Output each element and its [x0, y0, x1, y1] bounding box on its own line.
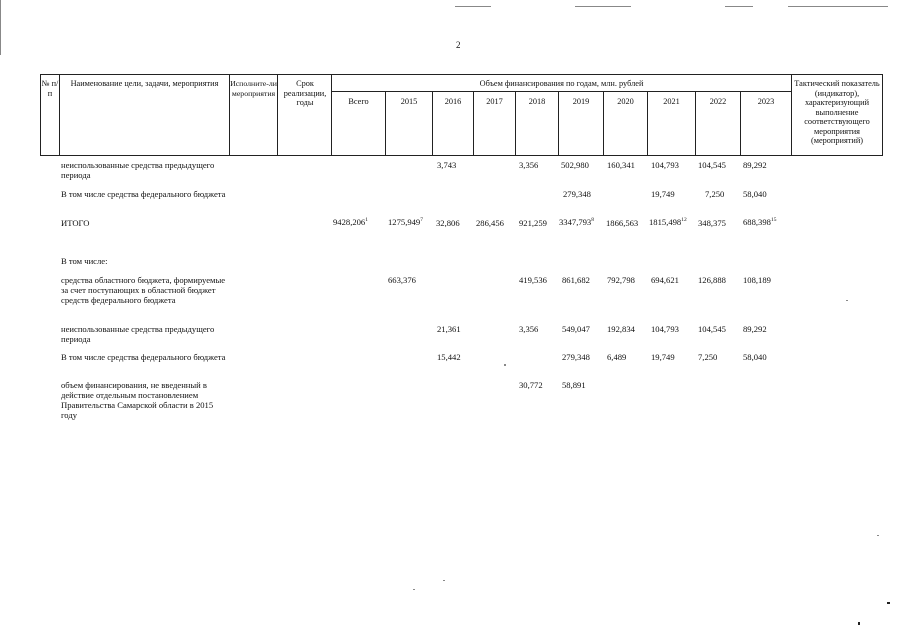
footnote-mark: 12 — [681, 217, 687, 223]
cell-2018: 30,772 — [519, 380, 543, 390]
row-label: В том числе средства федерального бюджета — [61, 189, 226, 199]
cell-2021: 104,793 — [651, 160, 679, 170]
cell-2021: 694,621 — [651, 275, 679, 285]
cell-2018: 921,259 — [519, 218, 547, 228]
cell-2022: 348,375 — [698, 218, 726, 228]
row-label: неиспользованные средства предыдущего периода — [61, 324, 215, 344]
cell-2022: 7,250 — [705, 189, 725, 199]
scan-speck — [846, 300, 848, 301]
scan-artifact — [455, 6, 491, 7]
cell-2020: 792,798 — [607, 275, 635, 285]
cell-total-value: 9428,206 — [333, 217, 366, 227]
header-year: 2020 — [617, 97, 634, 106]
cell-2016: 3,743 — [437, 160, 457, 170]
row-label: В том числе: — [61, 256, 108, 266]
cell-2021: 104,793 — [651, 324, 679, 334]
row-label: средства областного бюджета, формируемые за счет поступающих в областной бюджет средств федерального бюджета — [61, 275, 226, 305]
header-year: 2021 — [663, 97, 680, 106]
cell-2017: 286,456 — [476, 218, 504, 228]
footnote-mark: 7 — [420, 217, 423, 223]
cell-2019: 279,348 — [562, 352, 590, 362]
header-year: 2017 — [486, 97, 503, 106]
cell-2015: 663,376 — [388, 275, 416, 285]
header-no: № п/п — [41, 79, 59, 98]
scan-speck — [504, 364, 506, 366]
footnote-mark: 1 — [365, 217, 368, 223]
cell-2023 — [743, 217, 776, 227]
cell-2015 — [388, 217, 423, 227]
row-label: неиспользованные средства предыдущего периода — [61, 160, 215, 180]
cell-2018: 3,356 — [519, 160, 539, 170]
cell-2021-value: 1815,498 — [649, 217, 682, 227]
header-year: 2022 — [709, 97, 727, 106]
cell-2021 — [649, 217, 687, 227]
cell-2020: 1866,563 — [606, 218, 639, 228]
footnote-mark: 15 — [770, 217, 777, 223]
cell-2020: 6,489 — [607, 352, 627, 362]
cell-2023: 89,292 — [743, 160, 767, 170]
cell-2023: 58,040 — [743, 189, 767, 199]
cell-2015-value: 1275,949 — [388, 217, 421, 227]
scan-artifact — [788, 6, 888, 7]
header-name: Наименование цели, задачи, мероприятия — [70, 79, 219, 88]
header-total: Всего — [348, 97, 369, 106]
cell-2019-value: 3347,793 — [559, 217, 592, 227]
cell-2018: 3,356 — [519, 324, 539, 334]
footnote-mark: 8 — [591, 217, 594, 223]
cell-2023: 58,040 — [743, 352, 767, 362]
scan-speck — [877, 535, 879, 536]
cell-2019 — [559, 217, 594, 227]
cell-2019: 502,980 — [561, 160, 589, 170]
page-number: 2 — [456, 40, 461, 50]
cell-2023-value: 688,398 — [743, 217, 771, 227]
header-year: 2015 — [400, 97, 418, 106]
cell-2023: 108,189 — [743, 275, 771, 285]
cell-2018: 419,536 — [519, 275, 547, 285]
cell-2019: 549,047 — [562, 324, 590, 334]
cell-2022: 7,250 — [698, 352, 718, 362]
cell-2020: 160,341 — [607, 160, 635, 170]
scan-speck — [858, 622, 860, 625]
cell-2016: 21,361 — [437, 324, 461, 334]
row-label-total: ИТОГО — [61, 218, 90, 228]
header-indicator: Тактический показатель (индикатор), характеризующий выполнение соответствующего мероприятия (мероприятий) — [794, 79, 880, 145]
cell-2021: 19,749 — [651, 352, 675, 362]
cell-2019: 279,348 — [563, 189, 591, 199]
header-term: Срок реализации, годы — [283, 79, 327, 107]
cell-2022: 126,888 — [698, 275, 726, 285]
header-funding-title: Объем финансирования по годам, млн. рублей — [479, 79, 644, 88]
scan-edge — [0, 0, 1, 55]
row-label: объем финансирования, не введенный в действие отдельным постановлением Правительства Самарской области в 2015 году — [61, 380, 214, 420]
cell-2023: 89,292 — [743, 324, 767, 334]
cell-2016: 32,806 — [436, 218, 460, 228]
row-label: В том числе средства федерального бюджета — [61, 352, 226, 362]
header-executor: Исполните-ли мероприятия — [230, 79, 277, 98]
scan-speck — [413, 589, 415, 590]
cell-2022: 104,545 — [698, 160, 726, 170]
header-year: 2023 — [757, 97, 775, 106]
cell-2020: 192,834 — [607, 324, 635, 334]
cell-2019: 861,682 — [562, 275, 590, 285]
cell-2022: 104,545 — [698, 324, 726, 334]
cell-2021: 19,749 — [651, 189, 675, 199]
header-year: 2019 — [572, 97, 590, 106]
header-year: 2016 — [444, 97, 462, 106]
cell-2016: 15,442 — [437, 352, 461, 362]
cell-total — [333, 217, 368, 227]
header-year: 2018 — [528, 97, 546, 106]
scan-artifact — [575, 6, 631, 7]
scan-artifact — [725, 6, 753, 7]
scan-speck — [443, 580, 445, 581]
cell-2019: 58,891 — [562, 380, 586, 390]
scan-speck — [887, 602, 890, 604]
